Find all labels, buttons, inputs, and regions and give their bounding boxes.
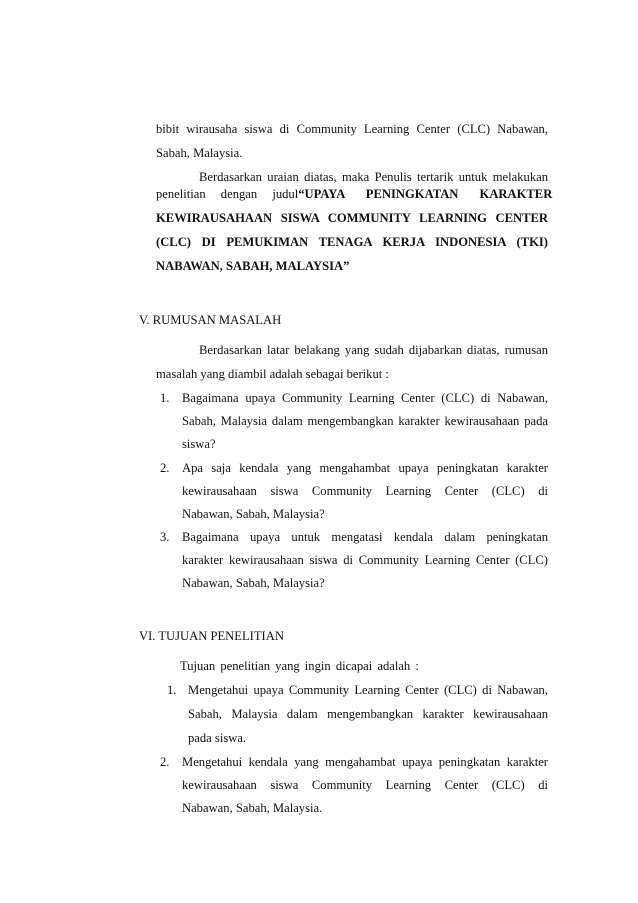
list-item-number: 2. xyxy=(160,461,170,475)
paragraph-line: masalah yang diambil adalah sebagai berikut : xyxy=(156,367,389,381)
paragraph-line: Sabah, Malaysia. xyxy=(156,146,243,160)
list-item-line: Bagaimana upaya Community Learning Center (CLC) di Nabawan, xyxy=(182,391,548,405)
list-item-number: 3. xyxy=(160,530,170,544)
list-item-number: 2. xyxy=(160,755,170,769)
list-item-line: Sabah, Malaysia dalam mengembangkan karakter kewirausahaan xyxy=(188,707,548,721)
list-item-line: Mengetahui kendala yang mengahambat upaya peningkatan karakter xyxy=(182,755,548,769)
list-item-line: Nabawan, Sabah, Malaysia? xyxy=(182,507,325,521)
paragraph-line: bibit wirausaha siswa di Community Learning Center (CLC) Nabawan, xyxy=(156,122,548,136)
list-item-line: pada siswa. xyxy=(188,731,247,745)
list-item-line: Mengetahui upaya Community Learning Center (CLC) di Nabawan, xyxy=(188,683,548,697)
list-item-line: Apa saja kendala yang mengahambat upaya peningkatan karakter xyxy=(182,461,548,475)
research-title: KEWIRAUSAHAAN SISWA COMMUNITY LEARNING CENTER xyxy=(156,211,548,225)
research-title-line xyxy=(156,186,553,202)
list-item-line: Bagaimana upaya untuk mengatasi kendala dalam peningkatan xyxy=(182,530,548,544)
paragraph-line: Tujuan penelitian yang ingin dicapai adalah : xyxy=(180,659,419,673)
list-item-line: kewirausahaan siswa Community Learning Center (CLC) di xyxy=(182,778,548,792)
list-item-number: 1. xyxy=(160,391,170,405)
list-item-line: Nabawan, Sabah, Malaysia? xyxy=(182,576,325,590)
list-item-line: Nabawan, Sabah, Malaysia. xyxy=(182,801,323,815)
list-item-line: karakter kewirausahaan siswa di Community Learning Center (CLC) xyxy=(182,553,548,567)
list-item-line: siswa? xyxy=(182,437,216,451)
list-item-line: Sabah, Malaysia dalam mengembangkan karakter kewirausahaan pada xyxy=(182,414,548,428)
paragraph-line: Berdasarkan latar belakang yang sudah dijabarkan diatas, rumusan xyxy=(199,343,548,357)
section-heading: V. RUMUSAN MASALAH xyxy=(139,313,282,327)
research-title: NABAWAN, SABAH, MALAYSIA” xyxy=(156,259,350,273)
paragraph-line: Berdasarkan uraian diatas, maka Penulis tertarik untuk melakukan xyxy=(199,170,548,184)
section-heading: VI. TUJUAN PENELITIAN xyxy=(139,629,284,643)
research-title: “UPAYA PENINGKATAN KARAKTER xyxy=(298,187,553,201)
list-item-number: 1. xyxy=(167,683,177,697)
title-lead-text: penelitian dengan judul xyxy=(156,187,299,201)
research-title: (CLC) DI PEMUKIMAN TENAGA KERJA INDONESIA (TKI) xyxy=(156,235,548,249)
list-item-line: kewirausahaan siswa Community Learning Center (CLC) di xyxy=(182,484,548,498)
